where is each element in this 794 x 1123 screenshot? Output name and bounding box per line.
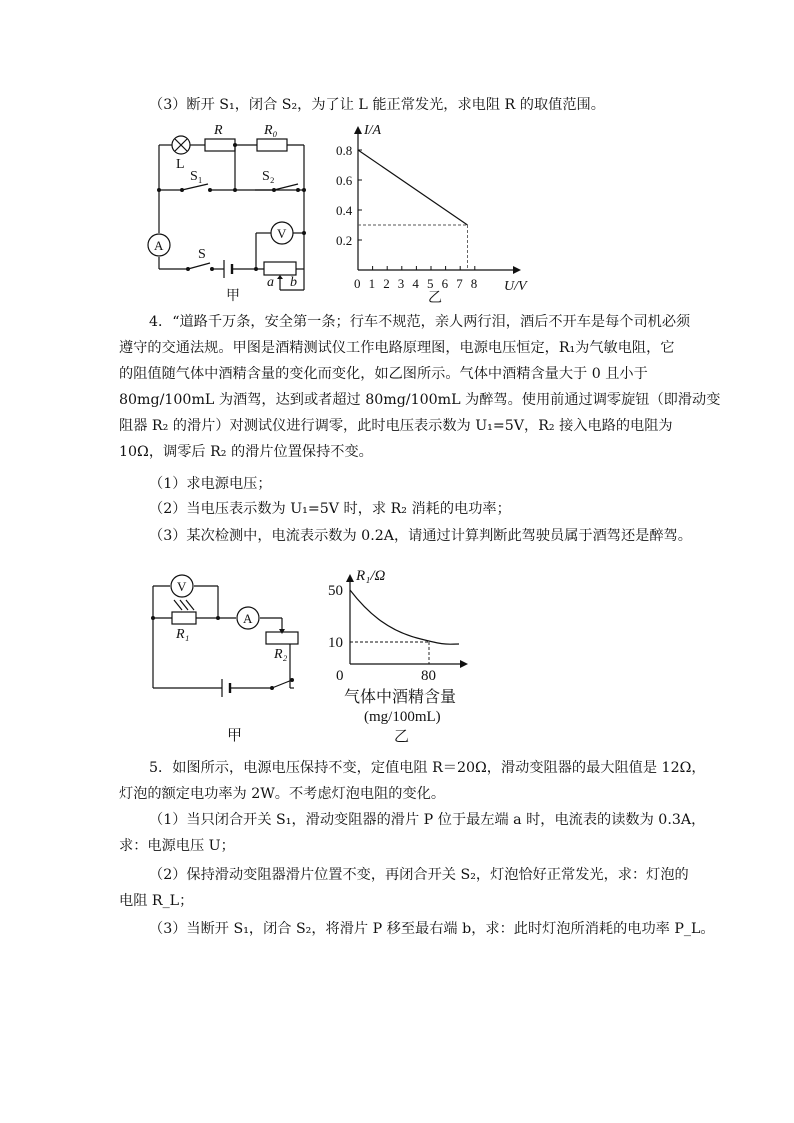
label-S: S (198, 247, 206, 262)
r1-tick-x0: 0 (336, 668, 344, 684)
iu-xtick-label: 0 (354, 276, 361, 291)
q4-part1: （1）求电源电压； (149, 476, 272, 492)
r1-xlabel-line1: 气体中酒精含量 (344, 687, 457, 706)
iu-xtick-label: 2 (383, 276, 390, 291)
r1-tick-10: 10 (328, 635, 343, 651)
iu-ytick-label: 0.8 (336, 143, 353, 158)
q5-part1b: 求：电源电压 U； (119, 838, 235, 854)
q5-part1a: （1）当只闭合开关 S₁，滑动变阻器的滑片 P 位于最左端 a 时，电流表的读数为 0.3A， (149, 812, 706, 828)
q4-line-2: 遵守的交通法规。甲图是酒精测试仪工作电路原理图，电源电压恒定，R₁为气敏电阻，它 (119, 340, 675, 356)
iu-ylabel: I/A (364, 123, 382, 138)
q4-line-5: 阻器 R₂ 的滑片）对测试仪进行调零，此时电压表示数为 U₁=5V，R₂ 接入电路的电阻为 (119, 418, 673, 434)
label-A: A (154, 238, 164, 253)
iu-ytick-label: 0.4 (336, 203, 353, 218)
q5-line-2: 灯泡的额定电功率为 2W。不考虑灯泡电阻的变化。 (119, 786, 446, 802)
label-V: V (277, 226, 287, 241)
q4-line-6: 10Ω，调零后 R₂ 的滑片位置保持不变。 (119, 444, 373, 460)
label-R: R (214, 123, 223, 138)
label-a: a (267, 275, 274, 290)
graph-R1 (322, 560, 487, 746)
iu-xtick-label: 1 (368, 276, 376, 291)
q5-part2b: 电阻 R_L； (119, 893, 194, 909)
q5-line-1: 5．如图所示，电源电压保持不变，定值电阻 R＝20Ω，滑动变阻器的最大阻值是 12Ω， (149, 760, 706, 776)
label-L: L (176, 157, 185, 172)
caption-yi-2: 乙 (394, 727, 410, 745)
caption-jia-2: 甲 (227, 726, 243, 744)
label-b: b (290, 275, 297, 290)
iu-xtick-label: 4 (412, 276, 419, 291)
iu-ytick-label: 0.6 (336, 173, 353, 188)
iu-ytick-label: 0.2 (336, 233, 353, 248)
q4-line-4: 80mg/100mL 为酒驾，达到或者超过 80mg/100mL 为醉驾。使用前通过调零旋钮（即滑动变 (119, 392, 721, 408)
q5-part3: （3）当断开 S₁，闭合 S₂，将滑片 P 移至最右端 b，求：此时灯泡所消耗的电功率 P_L。 (149, 921, 715, 937)
graph-IU (330, 118, 540, 304)
label-R0: R₀ (264, 123, 278, 138)
label-A-2: A (243, 611, 253, 626)
iu-xtick-label: 7 (456, 276, 463, 291)
label-S1: S₁ (190, 169, 203, 184)
iu-xtick-label: 5 (427, 276, 434, 291)
r1-tick-x80: 80 (421, 668, 436, 684)
r1-tick-50: 50 (328, 583, 343, 599)
q3-part3-text: （3）断开 S₁，闭合 S₂，为了让 L 能正常发光，求电阻 R 的取值范围。 (149, 97, 605, 113)
caption-jia-1: 甲 (226, 288, 240, 304)
circuit-diagram-2 (142, 566, 312, 746)
r1-xlabel-line2: (mg/100mL) (364, 709, 441, 725)
label-R2: R₂ (274, 647, 288, 662)
circuit-diagram-1 (140, 118, 340, 304)
iu-data-line (358, 150, 468, 225)
q4-part3: （3）某次检测中，电流表示数为 0.2A，请通过计算判断此驾驶员属于酒驾还是醉驾。 (149, 528, 692, 544)
q4-line-3: 的阻值随气体中酒精含量的变化而变化，如乙图所示。气体中酒精含量大于 0 且小于 (119, 366, 648, 382)
r1-data-curve (350, 590, 459, 644)
iu-xtick-label: 3 (397, 276, 405, 291)
q4-line-1: 4．“道路千万条，安全第一条；行车不规范，亲人两行泪，酒后不开车是每个司机必须 (149, 314, 691, 330)
iu-xtick-label: 6 (441, 276, 449, 291)
iu-xlabel: U/V (504, 279, 527, 294)
label-S2: S₂ (262, 169, 275, 184)
label-R1: R₁ (176, 627, 190, 642)
r1-ylabel: R₁/Ω (356, 568, 386, 584)
q4-part2: （2）当电压表示数为 U₁=5V 时，求 R₂ 消耗的电功率； (149, 501, 511, 517)
iu-xtick-label: 8 (470, 276, 478, 291)
q5-part2a: （2）保持滑动变阻器滑片位置不变，再闭合开关 S₂，灯泡恰好正常发光，求：灯泡的 (149, 867, 689, 883)
label-V-2: V (177, 579, 187, 594)
caption-yi-1: 乙 (428, 290, 442, 304)
